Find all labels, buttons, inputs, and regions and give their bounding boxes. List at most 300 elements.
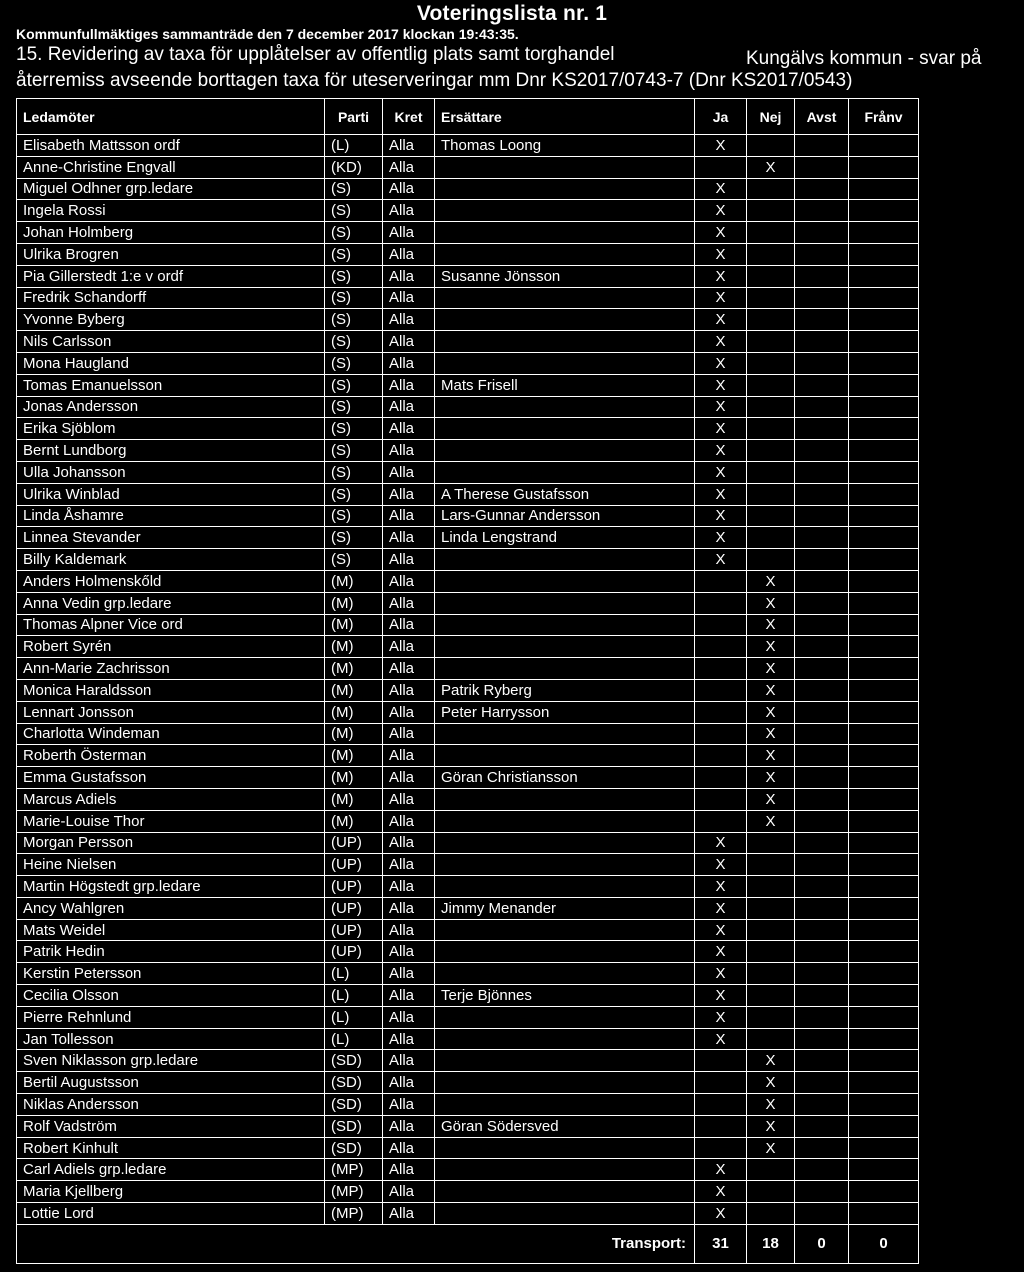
table-row [17, 1006, 919, 1028]
table-row [17, 461, 919, 483]
table-row [17, 985, 919, 1007]
vote-nej-cell [747, 331, 795, 353]
table-row [17, 1159, 919, 1181]
table-row [17, 374, 919, 396]
party-cell: (M) [325, 679, 383, 701]
vote-ja-cell: X [695, 919, 747, 941]
vote-nej-cell: X [747, 679, 795, 701]
vote-ja-cell: X [695, 178, 747, 200]
substitute-cell [435, 788, 695, 810]
party-cell: (UP) [325, 919, 383, 941]
vote-ja-cell: X [695, 1203, 747, 1225]
party-cell: (MP) [325, 1181, 383, 1203]
vote-franv-cell [849, 222, 919, 244]
vote-nej-cell [747, 440, 795, 462]
vote-nej-cell [747, 309, 795, 331]
vote-nej-cell [747, 135, 795, 157]
vote-nej-cell: X [747, 1115, 795, 1137]
substitute-cell [435, 636, 695, 658]
voting-table [16, 98, 919, 1264]
party-cell: (M) [325, 636, 383, 658]
vote-nej-cell: X [747, 592, 795, 614]
vote-nej-cell: X [747, 701, 795, 723]
member-name: Pia Gillerstedt 1:e v ordf [17, 265, 325, 287]
kret-cell: Alla [383, 658, 435, 680]
vote-avst-cell [795, 461, 849, 483]
party-cell: (S) [325, 527, 383, 549]
table-row [17, 854, 919, 876]
substitute-cell [435, 1181, 695, 1203]
vote-ja-cell: X [695, 1159, 747, 1181]
transport-row [17, 1224, 919, 1263]
vote-franv-cell [849, 309, 919, 331]
vote-franv-cell [849, 767, 919, 789]
table-row [17, 876, 919, 898]
party-cell: (S) [325, 331, 383, 353]
party-cell: (SD) [325, 1050, 383, 1072]
kret-cell: Alla [383, 352, 435, 374]
member-name: Bertil Augustsson [17, 1072, 325, 1094]
vote-nej-cell [747, 374, 795, 396]
table-row [17, 1028, 919, 1050]
vote-avst-cell [795, 527, 849, 549]
substitute-cell: Göran Södersved [435, 1115, 695, 1137]
kret-cell: Alla [383, 919, 435, 941]
vote-nej-cell [747, 897, 795, 919]
vote-avst-cell [795, 1159, 849, 1181]
kret-cell: Alla [383, 985, 435, 1007]
member-name: Robert Syrén [17, 636, 325, 658]
vote-avst-cell [795, 636, 849, 658]
vote-avst-cell [795, 1050, 849, 1072]
kret-cell: Alla [383, 854, 435, 876]
substitute-cell: Jimmy Menander [435, 897, 695, 919]
vote-nej-cell [747, 1006, 795, 1028]
substitute-cell [435, 200, 695, 222]
member-name: Linnea Stevander [17, 527, 325, 549]
substitute-cell [435, 156, 695, 178]
kret-cell: Alla [383, 1050, 435, 1072]
table-row [17, 200, 919, 222]
vote-franv-cell [849, 396, 919, 418]
vote-avst-cell [795, 919, 849, 941]
member-name: Patrik Hedin [17, 941, 325, 963]
kret-cell: Alla [383, 788, 435, 810]
table-row [17, 636, 919, 658]
vote-avst-cell [795, 1028, 849, 1050]
kret-cell: Alla [383, 483, 435, 505]
party-cell: (UP) [325, 897, 383, 919]
member-name: Emma Gustafsson [17, 767, 325, 789]
vote-franv-cell [849, 1159, 919, 1181]
vote-ja-cell: X [695, 200, 747, 222]
kret-cell: Alla [383, 832, 435, 854]
substitute-cell [435, 352, 695, 374]
substitute-cell [435, 331, 695, 353]
vote-nej-cell [747, 919, 795, 941]
kret-cell: Alla [383, 570, 435, 592]
kret-cell: Alla [383, 265, 435, 287]
kret-cell: Alla [383, 876, 435, 898]
kret-cell: Alla [383, 287, 435, 309]
vote-franv-cell [849, 352, 919, 374]
table-row [17, 418, 919, 440]
member-name: Anna Vedin grp.ledare [17, 592, 325, 614]
table-row [17, 1072, 919, 1094]
vote-nej-cell [747, 985, 795, 1007]
substitute-cell [435, 919, 695, 941]
vote-ja-cell: X [695, 135, 747, 157]
substitute-cell: Susanne Jönsson [435, 265, 695, 287]
table-row [17, 265, 919, 287]
vote-ja-cell [695, 745, 747, 767]
vote-franv-cell [849, 897, 919, 919]
member-name: Fredrik Schandorff [17, 287, 325, 309]
vote-franv-cell [849, 549, 919, 571]
vote-ja-cell [695, 723, 747, 745]
member-name: Erika Sjöblom [17, 418, 325, 440]
substitute-cell [435, 1159, 695, 1181]
vote-nej-cell: X [747, 810, 795, 832]
table-row [17, 222, 919, 244]
member-name: Mona Haugland [17, 352, 325, 374]
party-cell: (S) [325, 352, 383, 374]
party-cell: (L) [325, 963, 383, 985]
kret-cell: Alla [383, 309, 435, 331]
vote-franv-cell [849, 374, 919, 396]
vote-nej-cell: X [747, 723, 795, 745]
substitute-cell [435, 963, 695, 985]
vote-franv-cell [849, 1115, 919, 1137]
vote-avst-cell [795, 243, 849, 265]
vote-ja-cell [695, 1137, 747, 1159]
vote-nej-cell [747, 854, 795, 876]
member-name: Anders Holmenskőld [17, 570, 325, 592]
vote-avst-cell [795, 767, 849, 789]
vote-ja-cell: X [695, 396, 747, 418]
member-name: Elisabeth Mattsson ordf [17, 135, 325, 157]
substitute-cell [435, 178, 695, 200]
vote-nej-cell [747, 243, 795, 265]
member-name: Johan Holmberg [17, 222, 325, 244]
table-row [17, 1203, 919, 1225]
member-name: Anne-Christine Engvall [17, 156, 325, 178]
table-row [17, 963, 919, 985]
vote-ja-cell: X [695, 1028, 747, 1050]
substitute-cell: Patrik Ryberg [435, 679, 695, 701]
vote-nej-cell [747, 549, 795, 571]
vote-ja-cell: X [695, 418, 747, 440]
vote-franv-cell [849, 243, 919, 265]
kret-cell: Alla [383, 1006, 435, 1028]
substitute-cell [435, 1028, 695, 1050]
member-name: Morgan Persson [17, 832, 325, 854]
vote-avst-cell [795, 614, 849, 636]
vote-avst-cell [795, 374, 849, 396]
vote-nej-cell: X [747, 658, 795, 680]
vote-avst-cell [795, 592, 849, 614]
substitute-cell [435, 418, 695, 440]
vote-franv-cell [849, 1050, 919, 1072]
party-cell: (M) [325, 592, 383, 614]
table-row [17, 178, 919, 200]
vote-franv-cell [849, 1006, 919, 1028]
member-name: Roberth Österman [17, 745, 325, 767]
vote-nej-cell: X [747, 767, 795, 789]
member-name: Yvonne Byberg [17, 309, 325, 331]
vote-avst-cell [795, 897, 849, 919]
member-name: Niklas Andersson [17, 1094, 325, 1116]
substitute-cell [435, 810, 695, 832]
vote-nej-cell [747, 963, 795, 985]
vote-avst-cell [795, 331, 849, 353]
substitute-cell [435, 1072, 695, 1094]
vote-franv-cell [849, 679, 919, 701]
table-row [17, 1137, 919, 1159]
vote-nej-cell [747, 1159, 795, 1181]
kret-cell: Alla [383, 1094, 435, 1116]
vote-nej-cell [747, 483, 795, 505]
kret-cell: Alla [383, 135, 435, 157]
member-name: Nils Carlsson [17, 331, 325, 353]
vote-avst-cell [795, 352, 849, 374]
kret-cell: Alla [383, 549, 435, 571]
substitute-cell [435, 287, 695, 309]
vote-franv-cell [849, 1137, 919, 1159]
substitute-cell [435, 461, 695, 483]
vote-franv-cell [849, 832, 919, 854]
vote-ja-cell [695, 767, 747, 789]
party-cell: (M) [325, 745, 383, 767]
vote-nej-cell: X [747, 614, 795, 636]
kret-cell: Alla [383, 1072, 435, 1094]
kret-cell: Alla [383, 963, 435, 985]
vote-ja-cell [695, 788, 747, 810]
vote-ja-cell: X [695, 941, 747, 963]
member-name: Monica Haraldsson [17, 679, 325, 701]
party-cell: (UP) [325, 941, 383, 963]
party-cell: (M) [325, 658, 383, 680]
vote-nej-cell [747, 418, 795, 440]
vote-avst-cell [795, 941, 849, 963]
party-cell: (M) [325, 723, 383, 745]
substitute-cell: Peter Harrysson [435, 701, 695, 723]
vote-nej-cell [747, 832, 795, 854]
vote-ja-cell [695, 679, 747, 701]
party-cell: (L) [325, 135, 383, 157]
vote-nej-cell [747, 941, 795, 963]
member-name: Mats Weidel [17, 919, 325, 941]
kret-cell: Alla [383, 1115, 435, 1137]
vote-franv-cell [849, 440, 919, 462]
member-name: Lennart Jonsson [17, 701, 325, 723]
vote-nej-cell [747, 396, 795, 418]
party-cell: (M) [325, 788, 383, 810]
substitute-cell [435, 1050, 695, 1072]
table-row [17, 919, 919, 941]
kret-cell: Alla [383, 505, 435, 527]
kret-cell: Alla [383, 1137, 435, 1159]
vote-avst-cell [795, 723, 849, 745]
table-row [17, 396, 919, 418]
vote-franv-cell [849, 876, 919, 898]
vote-franv-cell [849, 1203, 919, 1225]
vote-franv-cell [849, 1181, 919, 1203]
substitute-cell [435, 723, 695, 745]
table-row [17, 745, 919, 767]
vote-avst-cell [795, 1006, 849, 1028]
kret-cell: Alla [383, 767, 435, 789]
column-header-ledamoter: Ledamöter [17, 99, 325, 135]
party-cell: (L) [325, 1028, 383, 1050]
party-cell: (M) [325, 614, 383, 636]
vote-avst-cell [795, 156, 849, 178]
vote-avst-cell [795, 483, 849, 505]
vote-ja-cell: X [695, 897, 747, 919]
substitute-cell [435, 1006, 695, 1028]
table-row [17, 897, 919, 919]
party-cell: (S) [325, 440, 383, 462]
substitute-cell: Göran Christiansson [435, 767, 695, 789]
substitute-cell [435, 549, 695, 571]
vote-franv-cell [849, 135, 919, 157]
vote-avst-cell [795, 679, 849, 701]
vote-ja-cell [695, 1050, 747, 1072]
member-name: Heine Nielsen [17, 854, 325, 876]
vote-avst-cell [795, 745, 849, 767]
table-row [17, 614, 919, 636]
member-name: Linda Åshamre [17, 505, 325, 527]
substitute-cell [435, 309, 695, 331]
vote-ja-cell: X [695, 309, 747, 331]
substitute-cell [435, 876, 695, 898]
kret-cell: Alla [383, 243, 435, 265]
vote-avst-cell [795, 549, 849, 571]
vote-nej-cell [747, 200, 795, 222]
substitute-cell: Thomas Loong [435, 135, 695, 157]
substitute-cell [435, 614, 695, 636]
kret-cell: Alla [383, 1203, 435, 1225]
vote-ja-cell [695, 592, 747, 614]
substitute-cell [435, 396, 695, 418]
total-ja: 31 [695, 1224, 747, 1263]
vote-ja-cell [695, 570, 747, 592]
party-cell: (UP) [325, 854, 383, 876]
vote-franv-cell [849, 941, 919, 963]
agenda-item-title: 15. Revidering av taxa för upplåtelser av offentlig plats samt torghandel [16, 44, 615, 65]
substitute-cell [435, 854, 695, 876]
party-cell: (M) [325, 810, 383, 832]
total-franv: 0 [849, 1224, 919, 1263]
kret-cell: Alla [383, 592, 435, 614]
party-cell: (L) [325, 985, 383, 1007]
vote-ja-cell: X [695, 876, 747, 898]
kret-cell: Alla [383, 178, 435, 200]
vote-franv-cell [849, 200, 919, 222]
substitute-cell [435, 592, 695, 614]
table-row [17, 156, 919, 178]
vote-avst-cell [795, 876, 849, 898]
vote-avst-cell [795, 309, 849, 331]
total-nej: 18 [747, 1224, 795, 1263]
vote-ja-cell: X [695, 374, 747, 396]
table-row [17, 570, 919, 592]
kret-cell: Alla [383, 745, 435, 767]
substitute-cell [435, 832, 695, 854]
vote-ja-cell: X [695, 985, 747, 1007]
vote-ja-cell: X [695, 461, 747, 483]
member-name: Ulrika Winblad [17, 483, 325, 505]
table-row [17, 549, 919, 571]
party-cell: (S) [325, 309, 383, 331]
vote-avst-cell [795, 1203, 849, 1225]
table-row [17, 527, 919, 549]
vote-franv-cell [849, 1094, 919, 1116]
vote-nej-cell [747, 222, 795, 244]
party-cell: (S) [325, 461, 383, 483]
table-row [17, 135, 919, 157]
vote-ja-cell: X [695, 505, 747, 527]
kret-cell: Alla [383, 636, 435, 658]
vote-nej-cell: X [747, 636, 795, 658]
vote-franv-cell [849, 483, 919, 505]
member-name: Ulla Johansson [17, 461, 325, 483]
vote-ja-cell [695, 1072, 747, 1094]
vote-nej-cell [747, 461, 795, 483]
agenda-item-title-right: Kungälvs kommun - svar på [746, 48, 982, 69]
vote-franv-cell [849, 156, 919, 178]
substitute-cell [435, 440, 695, 462]
member-name: Billy Kaldemark [17, 549, 325, 571]
vote-ja-cell: X [695, 222, 747, 244]
kret-cell: Alla [383, 527, 435, 549]
vote-ja-cell [695, 614, 747, 636]
vote-franv-cell [849, 331, 919, 353]
kret-cell: Alla [383, 331, 435, 353]
kret-cell: Alla [383, 461, 435, 483]
vote-franv-cell [849, 614, 919, 636]
member-name: Thomas Alpner Vice ord [17, 614, 325, 636]
transport-label: Transport: [17, 1224, 695, 1263]
vote-nej-cell: X [747, 1072, 795, 1094]
vote-ja-cell: X [695, 832, 747, 854]
party-cell: (MP) [325, 1203, 383, 1225]
vote-avst-cell [795, 658, 849, 680]
vote-franv-cell [849, 810, 919, 832]
vote-ja-cell: X [695, 549, 747, 571]
table-row [17, 483, 919, 505]
vote-ja-cell: X [695, 483, 747, 505]
vote-avst-cell [795, 178, 849, 200]
vote-franv-cell [849, 788, 919, 810]
vote-nej-cell: X [747, 1094, 795, 1116]
member-name: Ingela Rossi [17, 200, 325, 222]
vote-ja-cell: X [695, 440, 747, 462]
substitute-cell [435, 1203, 695, 1225]
kret-cell: Alla [383, 614, 435, 636]
vote-nej-cell [747, 1181, 795, 1203]
substitute-cell: Lars-Gunnar Andersson [435, 505, 695, 527]
column-header-nej: Nej [747, 99, 795, 135]
vote-ja-cell: X [695, 963, 747, 985]
member-name: Kerstin Petersson [17, 963, 325, 985]
table-row [17, 1115, 919, 1137]
table-row [17, 331, 919, 353]
substitute-cell [435, 941, 695, 963]
vote-avst-cell [795, 265, 849, 287]
kret-cell: Alla [383, 440, 435, 462]
vote-franv-cell [849, 636, 919, 658]
